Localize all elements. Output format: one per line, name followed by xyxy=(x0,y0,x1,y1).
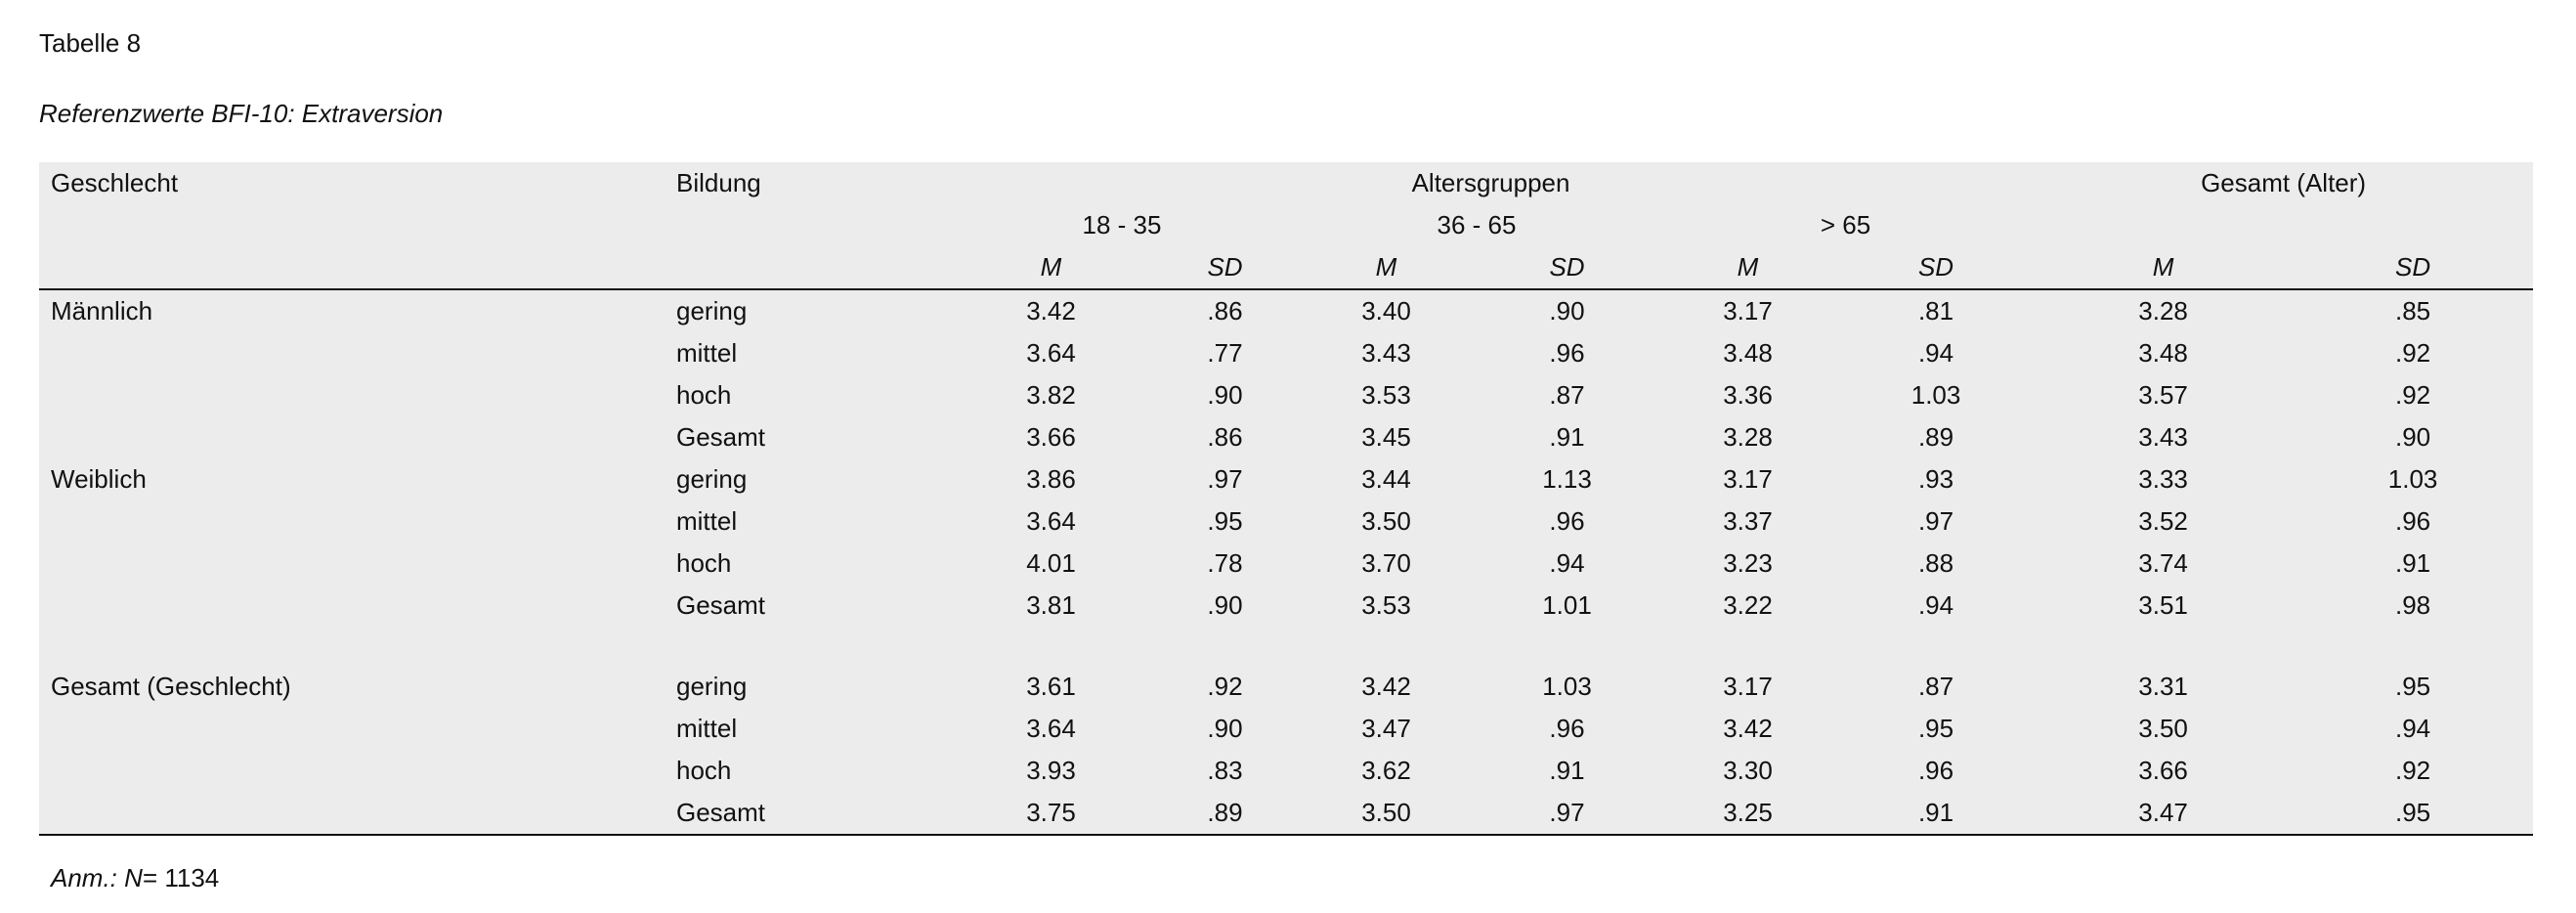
value-cell: .96 xyxy=(1917,756,1954,785)
value-cell: .85 xyxy=(2395,296,2431,326)
table-label: Tabelle 8 xyxy=(39,28,142,58)
note-n-symbol: N xyxy=(124,863,143,892)
value-cell: 3.25 xyxy=(1657,792,1838,835)
header-stat-mean: M xyxy=(948,246,1154,289)
education-label: hoch xyxy=(676,380,732,410)
gender-label: Gesamt (Geschlecht) xyxy=(51,672,291,701)
value-cell: .90 xyxy=(1549,296,1585,326)
value-cell: .95 xyxy=(2395,672,2431,701)
value-cell: 3.64 xyxy=(1026,506,1076,536)
value-cell: .94 xyxy=(1917,338,1954,368)
header-age-groups: Altersgruppen xyxy=(1411,168,1570,197)
table-row xyxy=(39,458,2533,500)
value-cell: 3.42 xyxy=(1723,714,1773,743)
value-cell: .90 xyxy=(1207,714,1243,743)
header-stat-sd: SD xyxy=(1477,246,1657,289)
header-stat-sd: SD xyxy=(2293,246,2533,289)
value-cell: 1.03 xyxy=(2387,464,2438,494)
value-cell: 3.82 xyxy=(1026,380,1076,410)
value-cell: 3.47 xyxy=(2034,792,2293,835)
value-cell: 3.61 xyxy=(1026,672,1076,701)
reference-table-container xyxy=(39,162,2533,836)
reference-table xyxy=(39,162,2533,836)
value-cell: 3.37 xyxy=(1723,506,1773,536)
value-cell: .87 xyxy=(1549,380,1585,410)
value-cell: 3.17 xyxy=(1723,672,1773,701)
note-prefix: Anm.: xyxy=(51,863,117,892)
value-cell: 3.81 xyxy=(1026,590,1076,620)
value-cell: .97 xyxy=(1207,464,1243,494)
value-cell: .96 xyxy=(1549,714,1585,743)
group-spacer xyxy=(39,627,2533,666)
education-label: gering xyxy=(676,672,748,701)
value-cell: 3.23 xyxy=(1723,548,1773,578)
value-cell: 3.66 xyxy=(1026,422,1076,452)
value-cell: 3.50 xyxy=(2138,714,2188,743)
value-cell: 3.50 xyxy=(1296,792,1477,835)
header-stat-mean: M xyxy=(2034,246,2293,289)
education-label: gering xyxy=(676,464,748,494)
table-row xyxy=(39,500,2533,543)
value-cell: 3.28 xyxy=(1723,422,1773,452)
value-cell: 3.42 xyxy=(1361,672,1411,701)
value-cell: .94 xyxy=(1917,590,1954,620)
value-cell: 3.66 xyxy=(2138,756,2188,785)
value-cell: 3.53 xyxy=(1361,590,1411,620)
value-cell: 3.57 xyxy=(2138,380,2188,410)
value-cell: 3.74 xyxy=(2138,548,2188,578)
value-cell: .91 xyxy=(1838,792,2034,835)
table-row xyxy=(39,585,2533,627)
table-row xyxy=(39,332,2533,374)
education-label: Gesamt xyxy=(676,422,766,452)
value-cell: .92 xyxy=(1207,672,1243,701)
header-total-age: Gesamt (Alter) xyxy=(2201,168,2367,197)
value-cell: .90 xyxy=(1207,380,1243,410)
value-cell: 3.36 xyxy=(1723,380,1773,410)
value-cell: .92 xyxy=(2395,756,2431,785)
value-cell: 3.17 xyxy=(1723,464,1773,494)
table-row xyxy=(39,792,2533,835)
value-cell: .86 xyxy=(1207,296,1243,326)
value-cell: .90 xyxy=(1207,590,1243,620)
value-cell: .94 xyxy=(2395,714,2431,743)
header-stat-mean: M xyxy=(1296,246,1477,289)
value-cell: 3.48 xyxy=(2138,338,2188,368)
header-age-group: 18 - 35 xyxy=(1082,210,1162,239)
education-label: gering xyxy=(676,296,748,326)
value-cell: 3.22 xyxy=(1723,590,1773,620)
value-cell: 4.01 xyxy=(1026,548,1076,578)
education-label: hoch xyxy=(676,548,732,578)
value-cell: 3.93 xyxy=(1026,756,1076,785)
value-cell: .91 xyxy=(2395,548,2431,578)
value-cell: .88 xyxy=(1917,548,1954,578)
education-label: mittel xyxy=(676,506,738,536)
value-cell: 3.42 xyxy=(1026,296,1076,326)
table-row xyxy=(39,666,2533,708)
value-cell: 3.31 xyxy=(2138,672,2188,701)
value-cell: .90 xyxy=(2395,422,2431,452)
note-n-value: = 1134 xyxy=(142,863,220,892)
value-cell: .97 xyxy=(1477,792,1657,835)
table-row xyxy=(39,543,2533,585)
value-cell: 3.64 xyxy=(1026,714,1076,743)
value-cell: 1.13 xyxy=(1542,464,1592,494)
value-cell: 3.86 xyxy=(1026,464,1076,494)
value-cell: .87 xyxy=(1917,672,1954,701)
header-stat-mean: M xyxy=(1657,246,1838,289)
value-cell: 3.48 xyxy=(1723,338,1773,368)
value-cell: 1.03 xyxy=(1542,672,1592,701)
table-row xyxy=(39,750,2533,792)
value-cell: .94 xyxy=(1549,548,1585,578)
education-label: hoch xyxy=(676,756,732,785)
value-cell: 3.53 xyxy=(1361,380,1411,410)
value-cell: 3.43 xyxy=(1361,338,1411,368)
value-cell: .96 xyxy=(2395,506,2431,536)
value-cell: 3.50 xyxy=(1361,506,1411,536)
header-row-2 xyxy=(39,204,2533,246)
value-cell: .96 xyxy=(1549,338,1585,368)
value-cell: 3.44 xyxy=(1361,464,1411,494)
gender-label: Männlich xyxy=(51,296,153,326)
header-row-1 xyxy=(39,162,2533,204)
value-cell: 3.64 xyxy=(1026,338,1076,368)
header-gender: Geschlecht xyxy=(51,168,179,197)
header-education: Bildung xyxy=(676,168,761,197)
table-row xyxy=(39,416,2533,458)
table-body xyxy=(39,289,2533,835)
value-cell: 3.52 xyxy=(2138,506,2188,536)
value-cell: .92 xyxy=(2395,380,2431,410)
value-cell: .77 xyxy=(1207,338,1243,368)
value-cell: .91 xyxy=(1549,756,1585,785)
value-cell: .89 xyxy=(1154,792,1296,835)
value-cell: 3.40 xyxy=(1361,296,1411,326)
value-cell: 3.17 xyxy=(1723,296,1773,326)
value-cell: .95 xyxy=(1917,714,1954,743)
value-cell: .83 xyxy=(1207,756,1243,785)
value-cell: 3.45 xyxy=(1361,422,1411,452)
gender-label: Weiblich xyxy=(51,464,147,494)
value-cell: .91 xyxy=(1549,422,1585,452)
education-label: mittel xyxy=(676,338,738,368)
education-label: Gesamt xyxy=(665,792,948,835)
value-cell: .96 xyxy=(1549,506,1585,536)
table-row xyxy=(39,708,2533,750)
value-cell: .81 xyxy=(1917,296,1954,326)
value-cell: 3.75 xyxy=(948,792,1154,835)
value-cell: .95 xyxy=(1207,506,1243,536)
table-row xyxy=(39,374,2533,416)
header-stat-sd: SD xyxy=(1154,246,1296,289)
value-cell: .98 xyxy=(2395,590,2431,620)
header-row-3 xyxy=(39,246,2533,289)
value-cell: 1.03 xyxy=(1911,380,1961,410)
table-note xyxy=(51,858,219,897)
value-cell: .93 xyxy=(1917,464,1954,494)
table-header xyxy=(39,162,2533,289)
value-cell: 3.70 xyxy=(1361,548,1411,578)
value-cell: 3.33 xyxy=(2138,464,2188,494)
table-title: Referenzwerte BFI-10: Extraversion xyxy=(39,99,444,128)
value-cell: 1.01 xyxy=(1542,590,1592,620)
education-label: mittel xyxy=(676,714,738,743)
header-age-group: > 65 xyxy=(1820,210,1871,239)
value-cell: .89 xyxy=(1917,422,1954,452)
value-cell: .86 xyxy=(1207,422,1243,452)
header-stat-sd: SD xyxy=(1838,246,2034,289)
header-age-group: 36 - 65 xyxy=(1437,210,1517,239)
value-cell: 3.62 xyxy=(1361,756,1411,785)
value-cell: .78 xyxy=(1207,548,1243,578)
value-cell: 3.43 xyxy=(2138,422,2188,452)
value-cell: 3.30 xyxy=(1723,756,1773,785)
value-cell: 3.28 xyxy=(2138,296,2188,326)
value-cell: .92 xyxy=(2395,338,2431,368)
value-cell: 3.51 xyxy=(2138,590,2188,620)
table-row xyxy=(39,289,2533,332)
value-cell: 3.47 xyxy=(1361,714,1411,743)
education-label: Gesamt xyxy=(676,590,766,620)
value-cell: .97 xyxy=(1917,506,1954,536)
value-cell: .95 xyxy=(2293,792,2533,835)
